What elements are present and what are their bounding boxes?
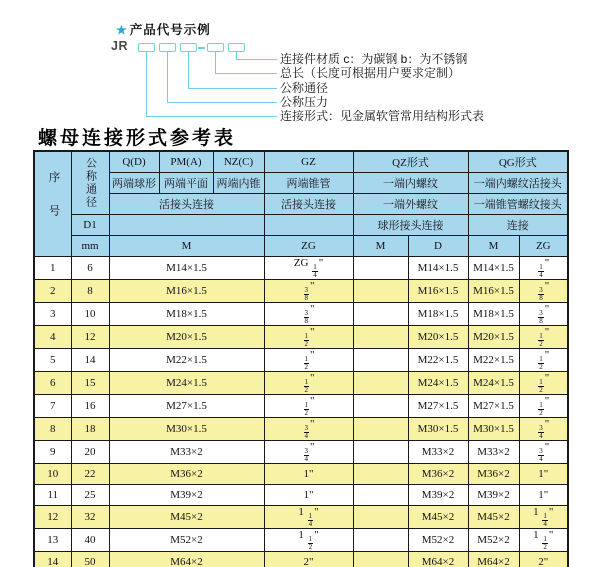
header-m: M <box>109 236 264 257</box>
header-qz-m: M <box>353 236 408 257</box>
table-cell <box>353 485 408 506</box>
table-cell: 14 <box>34 552 71 567</box>
table-cell: M27×1.5 <box>408 395 468 418</box>
table-cell: $\frac{3}{8}$ " <box>264 280 353 303</box>
table-cell: 20 <box>71 441 109 464</box>
table-cell: M30×1.5 <box>468 418 519 441</box>
table-cell: 1 $\frac{1}{4}$ " <box>519 506 568 529</box>
header-qz: QZ形式 <box>353 151 468 173</box>
star-icon: ★ <box>116 23 128 37</box>
table-cell: $\frac{3}{4}$ " <box>264 441 353 464</box>
table-cell: $\frac{3}{4}$ " <box>519 441 568 464</box>
connector-line-connection <box>146 51 277 117</box>
table-cell: M22×1.5 <box>109 349 264 372</box>
header-gz-ends: 两端锥管 <box>264 173 353 194</box>
table-cell <box>353 280 408 303</box>
nut-connection-reference-table <box>33 150 569 567</box>
table-cell: 25 <box>71 485 109 506</box>
table-row <box>34 485 568 506</box>
table-cell: 1 $\frac{1}{2}$ " <box>264 529 353 552</box>
table-cell <box>353 326 408 349</box>
header-qz-end1: 一端内螺纹 <box>353 173 468 194</box>
table-cell <box>353 464 408 485</box>
table-cell: 12 <box>34 506 71 529</box>
table-row <box>34 418 568 441</box>
header-index: 序号 <box>34 151 71 257</box>
table-cell: 40 <box>71 529 109 552</box>
table-cell: M24×1.5 <box>468 372 519 395</box>
table-cell: $\frac{3}{4}$ " <box>264 418 353 441</box>
table-row <box>34 529 568 552</box>
table-row <box>34 552 568 567</box>
table-cell: 18 <box>71 418 109 441</box>
table-cell: M39×2 <box>109 485 264 506</box>
table-cell: $\frac{3}{8}$ " <box>519 303 568 326</box>
table-cell: 5 <box>34 349 71 372</box>
header-qg-m: M <box>468 236 519 257</box>
header-qz-connection: 球形接头连接 <box>353 215 468 236</box>
table-cell: M33×2 <box>408 441 468 464</box>
header-qg-zg: ZG <box>519 236 568 257</box>
table-cell: M30×1.5 <box>109 418 264 441</box>
table-row <box>34 257 568 280</box>
header-qg-connection: 连接 <box>468 215 568 236</box>
table-cell <box>353 372 408 395</box>
table-cell: $\frac{1}{2}$ " <box>264 372 353 395</box>
table-cell: $\frac{3}{8}$ " <box>519 280 568 303</box>
table-cell: M52×2 <box>109 529 264 552</box>
header-qg: QG形式 <box>468 151 568 173</box>
table-cell: M52×2 <box>408 529 468 552</box>
table-cell: M45×2 <box>109 506 264 529</box>
table-cell: M64×2 <box>408 552 468 567</box>
table-cell: 2" <box>264 552 353 567</box>
table-cell: 16 <box>71 395 109 418</box>
table-cell: M18×1.5 <box>408 303 468 326</box>
table-cell: 12 <box>71 326 109 349</box>
table-cell: M36×2 <box>468 464 519 485</box>
table-cell <box>353 395 408 418</box>
table-cell: 22 <box>71 464 109 485</box>
table-cell <box>353 441 408 464</box>
table-cell: 3 <box>34 303 71 326</box>
table-cell: 1 $\frac{1}{4}$ " <box>264 506 353 529</box>
table-cell: M22×1.5 <box>408 349 468 372</box>
table-row <box>34 303 568 326</box>
table-cell: 1" <box>519 464 568 485</box>
table-cell: 10 <box>34 464 71 485</box>
table-cell: 1" <box>264 485 353 506</box>
header-empty-left <box>109 215 264 236</box>
table-cell: M14×1.5 <box>109 257 264 280</box>
header-qg-end1: 一端内螺纹活接头 <box>468 173 568 194</box>
table-cell: M24×1.5 <box>109 372 264 395</box>
table-cell: ZG $\frac{1}{4}$ " <box>264 257 353 280</box>
header-nzc-ends: 两端内锥 <box>213 173 264 194</box>
header-nzc: NZ(C) <box>213 151 264 173</box>
table-cell: 32 <box>71 506 109 529</box>
table-cell <box>353 257 408 280</box>
table-cell: M20×1.5 <box>109 326 264 349</box>
header-qd-ends: 两端球形 <box>109 173 159 194</box>
diagram-label-diameter: 公称通径 <box>280 81 329 95</box>
table-cell: 1" <box>264 464 353 485</box>
header-union-connection: 活接头连接 <box>109 194 264 215</box>
table-cell: M18×1.5 <box>468 303 519 326</box>
table-cell: M33×2 <box>109 441 264 464</box>
table-cell: M36×2 <box>408 464 468 485</box>
table-row <box>34 441 568 464</box>
table-cell: $\frac{1}{2}$ " <box>519 349 568 372</box>
table-row <box>34 326 568 349</box>
table-cell: M52×2 <box>468 529 519 552</box>
table-cell: M33×2 <box>468 441 519 464</box>
table-cell: 1" <box>519 485 568 506</box>
table-cell: M64×2 <box>109 552 264 567</box>
header-pma-ends: 两端平面 <box>159 173 213 194</box>
table-cell: M64×2 <box>468 552 519 567</box>
table-row <box>34 349 568 372</box>
table-cell: M20×1.5 <box>468 326 519 349</box>
diagram-label-material: 连接件材质 c：为碳钢 b：为不锈钢 <box>280 52 468 66</box>
product-code-example-heading <box>116 20 211 38</box>
table-cell: M45×2 <box>468 506 519 529</box>
table-row <box>34 464 568 485</box>
table-cell: 15 <box>71 372 109 395</box>
table-cell <box>353 552 408 567</box>
table-cell: M27×1.5 <box>468 395 519 418</box>
diagram-title-text: 产品代号示例 <box>129 23 211 37</box>
table-cell: M16×1.5 <box>408 280 468 303</box>
table-cell: 4 <box>34 326 71 349</box>
table-title: 螺母连接形式参考表 <box>38 128 237 149</box>
header-gz: GZ <box>264 151 353 173</box>
table-row <box>34 280 568 303</box>
header-pma: PM(A) <box>159 151 213 173</box>
table-cell: M16×1.5 <box>109 280 264 303</box>
table-cell: M20×1.5 <box>408 326 468 349</box>
diagram-label-pressure: 公称压力 <box>280 95 329 109</box>
table-header <box>34 151 568 257</box>
table-cell: $\frac{1}{2}$ " <box>519 326 568 349</box>
table-cell: M14×1.5 <box>408 257 468 280</box>
product-code-prefix: JR <box>111 39 128 53</box>
header-gz-connection: 活接头连接 <box>264 194 353 215</box>
diagram-label-length: 总长（长度可根据用户要求定制） <box>280 66 461 80</box>
table-cell: 6 <box>34 372 71 395</box>
table-cell: $\frac{1}{4}$ " <box>519 257 568 280</box>
table-cell: $\frac{1}{2}$ " <box>519 395 568 418</box>
table-cell: 1 $\frac{1}{2}$ " <box>519 529 568 552</box>
header-qz-d: D <box>408 236 468 257</box>
table-cell: M14×1.5 <box>468 257 519 280</box>
table-cell: M16×1.5 <box>468 280 519 303</box>
table-cell: M18×1.5 <box>109 303 264 326</box>
table-cell <box>353 303 408 326</box>
table-cell: M27×1.5 <box>109 395 264 418</box>
header-zg: ZG <box>264 236 353 257</box>
table-cell: M30×1.5 <box>408 418 468 441</box>
header-empty-gz <box>264 215 353 236</box>
table-cell: 6 <box>71 257 109 280</box>
table-cell: 11 <box>34 485 71 506</box>
header-d1: D1 <box>71 215 109 236</box>
table-cell: 1 <box>34 257 71 280</box>
table-cell: 2 <box>34 280 71 303</box>
table-cell: 14 <box>71 349 109 372</box>
table-cell <box>353 349 408 372</box>
table-cell: 2" <box>519 552 568 567</box>
table-cell: $\frac{3}{4}$ " <box>519 418 568 441</box>
table-cell: M39×2 <box>468 485 519 506</box>
table-cell: $\frac{3}{8}$ " <box>264 303 353 326</box>
table-cell: $\frac{1}{2}$ " <box>264 395 353 418</box>
table-cell: 7 <box>34 395 71 418</box>
table-cell: 10 <box>71 303 109 326</box>
table-cell: M24×1.5 <box>408 372 468 395</box>
table-cell: 50 <box>71 552 109 567</box>
table-cell: $\frac{1}{2}$ " <box>264 326 353 349</box>
header-qd: Q(D) <box>109 151 159 173</box>
header-qg-end2: 一端锥管螺纹接头 <box>468 194 568 215</box>
header-qz-end2: 一端外螺纹 <box>353 194 468 215</box>
header-nominal-diameter: 公称通径 <box>71 151 109 215</box>
code-dash <box>198 47 205 49</box>
table-cell: M36×2 <box>109 464 264 485</box>
table-body <box>34 257 568 567</box>
table-row <box>34 372 568 395</box>
table-cell: M22×1.5 <box>468 349 519 372</box>
table-cell: M45×2 <box>408 506 468 529</box>
table-cell: M39×2 <box>408 485 468 506</box>
table-cell: $\frac{1}{2}$ " <box>519 372 568 395</box>
header-mm: mm <box>71 236 109 257</box>
diagram-label-connection: 连接形式：见金属软管常用结构形式表 <box>280 109 485 123</box>
table-cell: 13 <box>34 529 71 552</box>
table-row <box>34 395 568 418</box>
table-cell: 9 <box>34 441 71 464</box>
table-cell: 8 <box>71 280 109 303</box>
table-cell <box>353 418 408 441</box>
table-cell: $\frac{1}{2}$ " <box>264 349 353 372</box>
table-cell <box>353 529 408 552</box>
table-cell <box>353 506 408 529</box>
table-cell: 8 <box>34 418 71 441</box>
table-row <box>34 506 568 529</box>
